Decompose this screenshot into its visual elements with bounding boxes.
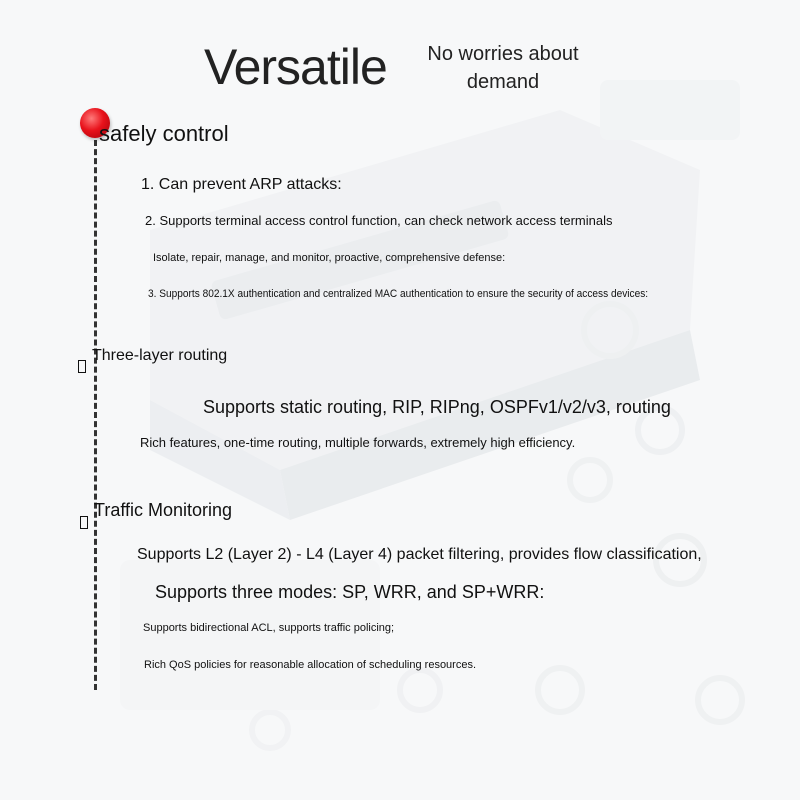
feature-line: Rich features, one-time routing, multiple forwards, extremely high efficiency. bbox=[140, 435, 576, 450]
section-heading: Three-layer routing bbox=[92, 347, 228, 364]
feature-line: 2. Supports terminal access control function, can check network access terminals bbox=[145, 213, 613, 228]
section-heading-row bbox=[78, 347, 227, 373]
feature-line: 1. Can prevent ARP attacks: bbox=[141, 176, 342, 193]
section-heading-row bbox=[80, 500, 232, 529]
tagline: No worries about demand bbox=[427, 43, 579, 93]
feature-line: Supports three modes: SP, WRR, and SP+WRR: bbox=[155, 582, 545, 602]
section-heading: safely control bbox=[99, 121, 229, 146]
timeline-line bbox=[94, 140, 97, 690]
section-heading: Traffic Monitoring bbox=[94, 500, 233, 520]
feature-line: Supports bidirectional ACL, supports traffic policing; bbox=[143, 622, 395, 634]
feature-line: Supports L2 (Layer 2) - L4 (Layer 4) packet filtering, provides flow classification, bbox=[137, 546, 702, 563]
feature-line: Isolate, repair, manage, and monitor, proactive, comprehensive defense: bbox=[153, 252, 506, 264]
bullet-marker-icon bbox=[78, 360, 86, 373]
feature-line: 3. Supports 802.1X authentication and centralized MAC authentication to ensure the security of access devices: bbox=[148, 288, 649, 300]
feature-line: Rich QoS policies for reasonable allocation of scheduling resources. bbox=[144, 659, 477, 671]
feature-line: Supports static routing, RIP, RIPng, OSPFv1/v2/v3, routing bbox=[203, 397, 671, 417]
page-title: Versatile bbox=[204, 39, 387, 95]
bullet-marker-icon bbox=[80, 516, 88, 529]
